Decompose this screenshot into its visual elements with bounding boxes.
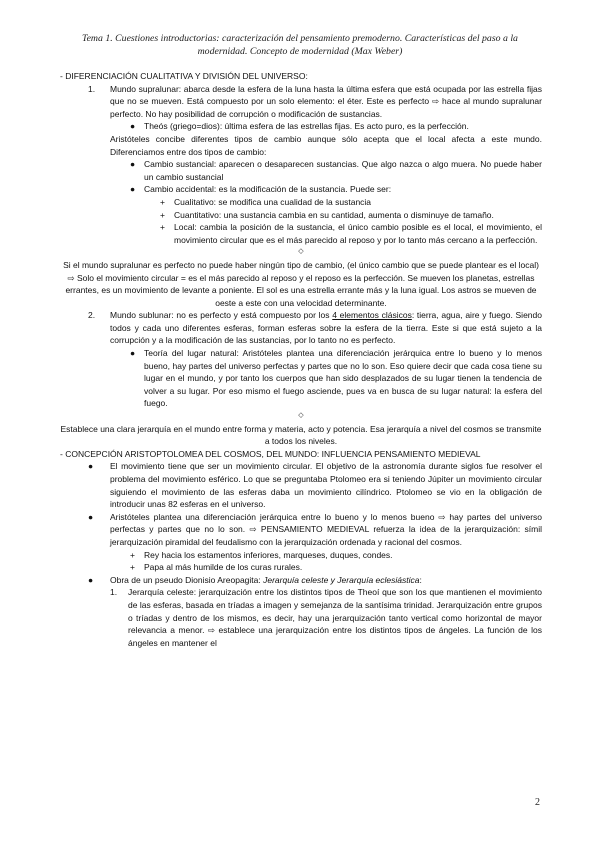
document-body — [60, 70, 542, 649]
bullet-icon: ● — [130, 348, 136, 359]
plus-bullet-icon: + — [160, 222, 165, 233]
list-item-rey — [60, 549, 542, 562]
theos-text: Theós (griego=dios): última esfera de las estrellas fijas. Es acto puro, es la perfección. — [144, 121, 469, 132]
cualitativo-text: Cualitativo: se modifica una cualidad de la sustancia — [174, 196, 372, 207]
term-mundo-supralunar: Mundo supralunar — [110, 83, 179, 94]
jerarquia-text: Aristóteles plantea una diferenciación jerárquica entre lo bueno y lo menos bueno ⇨ hay partes del universo perfectas y partes que no lo son. ⇨ PENSAMIENTO MEDIEVAL refuerza la idea de la jerarquización: símil jerarquización piramidal del feudalismo con la jerarquización ordenada y racional del cosmos. — [110, 511, 542, 547]
cuantitativo-text: Cuantitativo: una sustancia cambia en su cantidad, aumenta o disminuye de tamaño. — [174, 209, 494, 220]
book-title: Jerarquía celeste y Jerarquía eclesiástica — [263, 574, 420, 585]
local-text: Local: cambia la posición de la sustancia, el único cambio posible es el local, el movimiento, el movimiento circular que es el más parecido al reposo y por lo tanto más cercano a la perfección. — [174, 222, 542, 245]
list-item-mundo-supralunar — [60, 83, 542, 121]
bullet-icon: ● — [88, 511, 94, 522]
bullet-icon: ● — [88, 461, 94, 472]
diamond-icon: ◇ — [298, 412, 304, 420]
page-number: 2 — [535, 797, 540, 808]
bullet-icon: ● — [130, 159, 136, 170]
rey-text: Rey hacia los estamentos inferiores, marqueses, duques, condes. — [144, 549, 393, 560]
list-item-jerarquia-celeste — [60, 586, 542, 649]
list-item-cambio-accidental — [60, 183, 542, 196]
plus-bullet-icon: + — [160, 196, 165, 207]
list-item-cualitativo — [60, 196, 542, 209]
list-item-cambio-sustancial — [60, 158, 542, 183]
list-item-papa — [60, 561, 542, 574]
papa-text: Papa al más humilde de los curas rurales. — [144, 562, 303, 573]
plus-bullet-icon: + — [160, 209, 165, 220]
list-number: 1. — [88, 83, 96, 94]
bullet-icon: ● — [130, 184, 136, 195]
list-item-movimiento-circular — [60, 460, 542, 510]
centered-note-2: Establece una clara jerarquía en el mundo entre forma y materia, acto y potencia. Esa jerarquía a nivel del cosmos se transmite a todos los niveles. — [60, 423, 542, 447]
jerarquia-celeste-text: Jerarquía celeste: jerarquización entre los distintos tipos de Theoí que son los que mantienen el movimiento de las esferas, basada en tríadas a imagen y semejanza de la santísima trinidad. Jerarquización entre grupos o tríadas y dentro de los mismos, es decir, hay una jerarquización tanto vertical como horizontal de mayor relevancia a menor. ⇨ establece una jerarquización entre los distintos tipos de ángeles. La función de los ángeles en mantener el — [128, 587, 542, 648]
movimiento-text: El movimiento tiene que ser un movimiento circular. El objetivo de la astronomía durante siglos fue resolver el problema del movimiento esférico. Lo que se preguntaba Ptolomeo era si teniendo Júpiter un movimiento circular siguiendo el movimiento de las esferas daba un movimiento cilíndrico. Ptolomeo se vio en la obligación de introducir unas 82 esferas en el universo. — [110, 461, 542, 510]
section-title-2: - CONCEPCIÓN ARISTOPTOLOMEA DEL COSMOS, DEL MUNDO: INFLUENCIA PENSAMIENTO MEDIEVAL — [60, 448, 481, 459]
centered-note-1: Si el mundo supralunar es perfecto no puede haber ningún tipo de cambio, (el único cambio que se puede plantear es el local) ⇨ Solo el movimiento circular = es el más parecido al reposo y el reposo es la perfección. Se mueven los planetas, estrellas errantes, es un movimiento de levante a poniente. El sol es una estrella errante más y la luna igual. Los astros se mueven de oeste a este con una velocidad determinante. — [63, 259, 539, 308]
plus-bullet-icon: + — [130, 562, 135, 573]
bullet-icon: ● — [88, 574, 94, 585]
list-item-dionisio: ● Obra de un pseudo Dionisio Areopagita: Jerarquía celeste y Jerarquía eclesiástica: — [88, 574, 422, 585]
plus-bullet-icon: + — [130, 549, 135, 560]
mundo-supralunar-text: : abarca desde la esfera de la luna hasta la última esfera que está ocupada por las estrella fijas que no se mueven. Está compuesto por un solo elemento: el éter. Este es perfecto ⇨ hace al mundo supralunar perfecto. No hay posibilidad de corrupción o modificación de sustancias. — [110, 83, 543, 119]
list-number: 2. — [88, 310, 96, 321]
diamond-icon: ◇ — [298, 248, 304, 256]
list-number: 1. — [110, 587, 118, 598]
header-line-1: Tema 1. Cuestiones introductorias: caracterización del pensamiento premoderno. Características del paso a la — [82, 33, 518, 44]
page-header — [56, 32, 544, 58]
link-4-elementos: 4 elementos clásicos — [332, 310, 412, 321]
list-item-local — [60, 221, 542, 246]
cambio-sustancial-text: Cambio sustancial: aparecen o desaparecen sustancias. Que algo nazca o algo muera. No puede haber un cambio sustancial — [144, 159, 542, 182]
term-mundo-sublunar: Mundo sublunar — [110, 310, 172, 321]
header-line-2: modernidad. Concepto de modernidad (Max Weber) — [197, 46, 403, 57]
teoria-text: Teoría del lugar natural: Aristóteles plantea una diferenciación jerárquica entre lo bueno y lo menos bueno, hay partes del universo perfectas y partes que no lo son. Eso quiere decir que cada cosa tiene su lugar en el mundo, y por tanto los cuerpos que han sido desplazados de su lugar tienen la tendencia de volver a su lugar. Por eso mismo el fuego asciende, pues va en busca de su lugar natural: la esfera del fuego. — [144, 348, 542, 409]
cambio-accidental-text: Cambio accidental: es la modificación de la sustancia. Puede ser: — [144, 184, 392, 195]
bullet-icon: ● — [130, 121, 136, 132]
section-title-1: - DIFERENCIACIÓN CUALITATIVA Y DIVISIÓN DEL UNIVERSO: — [60, 71, 308, 81]
list-item-mundo-sublunar: 2. Mundo sublunar: no es perfecto y está compuesto por los 4 elementos clásicos: tierra, agua, aire y fuego. Siendo todos y cada uno diferentes esferas, forman esferas sobre la esfera de la tierra. Este si que está sujeto a la corrupción y a la modificación de las sustancias, por lo tanto no es perfecto. — [88, 310, 542, 346]
list-item-teoria-lugar-natural — [60, 347, 542, 410]
list-item-jerarquia — [60, 511, 542, 549]
list-item-cuantitativo — [60, 209, 542, 222]
list-item-theos — [60, 120, 542, 133]
aristoteles-paragraph: Aristóteles concibe diferentes tipos de cambio aunque sólo acepta que el local afecta a este mundo. Diferenciamos entre dos tipos de cambio: — [110, 133, 542, 157]
